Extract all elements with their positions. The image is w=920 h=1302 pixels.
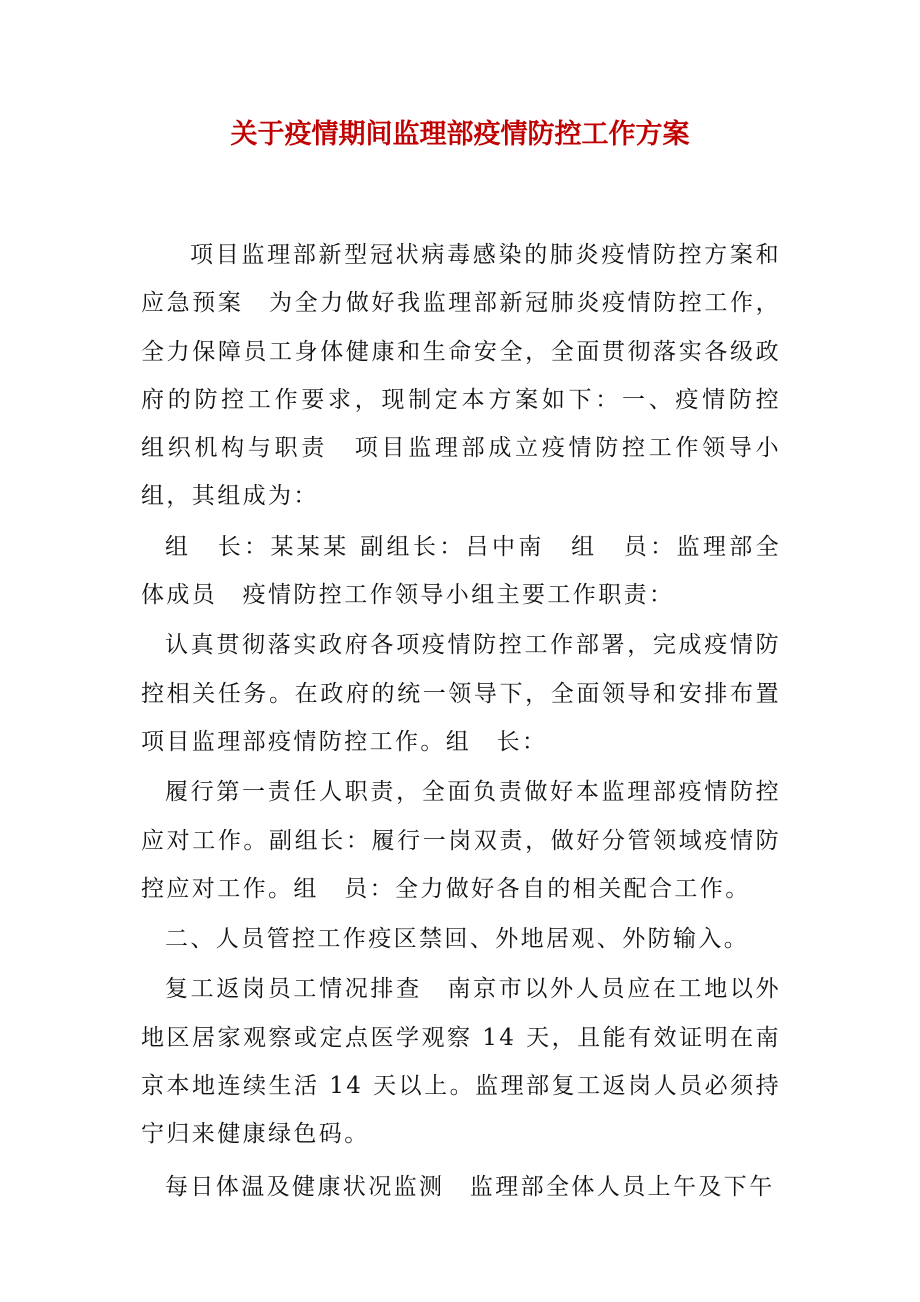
paragraph-responsibilities: 履行第一责任人职责，全面负责做好本监理部疫情防控应对工作。副组长：履行一岗双责，做好分管领域疫情防控应对工作。组 员：全力做好各自的相关配合工作。	[141, 779, 781, 902]
paragraph-members: 组 长：某某某 副组长：吕中南 组 员：监理部全体成员 疫情防控工作领导小组主要工作职责：	[141, 533, 781, 609]
paragraph-intro: 项目监理部新型冠状病毒感染的肺炎疫情防控方案和应急预案 为全力做好我监理部新冠肺炎疫情防控工作，全力保障员工身体健康和生命安全，全面贯彻落实各级政府的防控工作要求，现制定本方案如下：一、疫情防控 组织机构与职责 项目监理部成立疫情防控工作领导小组，其组成为：	[141, 242, 781, 510]
document-title: 关于疫情期间监理部疫情防控工作方案	[230, 119, 690, 150]
paragraph-temperature-monitoring: 每日体温及健康状况监测 监理部全体人员上午及下午	[165, 1173, 775, 1200]
paragraph-duties: 认真贯彻落实政府各项疫情防控工作部署，完成疫情防控相关任务。在政府的统一领导下，全面领导和安排布置项目监理部疫情防控工作。组 长：	[141, 632, 781, 755]
document-body	[141, 231, 781, 1211]
paragraph-section-two: 二、人员管控工作疫区禁回、外地居观、外防输入。	[165, 926, 750, 953]
paragraph-return-check: 复工返岗员工情况排查 南京市以外人员应在工地以外地区居家观察或定点医学观察 14 天，且能有效证明在南京本地连续生活 14 天以上。监理部复工返岗人员必须持宁归来健康绿色码。	[141, 976, 781, 1148]
